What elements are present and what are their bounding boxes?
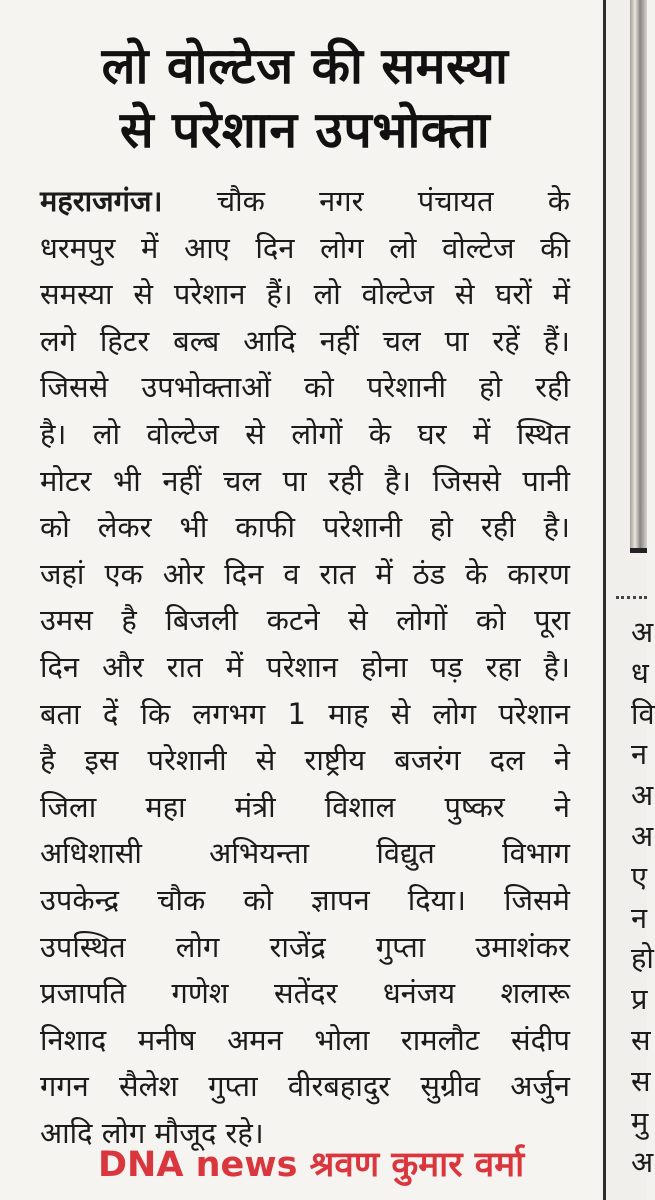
article-line: जिससे उपभोक्ताओं को परेशानी हो रही	[40, 370, 570, 405]
article-line: गगन सैलेश गुप्ता वीरबहादुर सुग्रीव अर्जुन	[40, 1069, 570, 1104]
article-line: है। लो वोल्टेज से लोगों के घर में स्थित	[40, 416, 570, 451]
adjacent-char: प्र	[631, 982, 648, 1017]
article-line: उपकेन्द्र चौक को ज्ञापन दिया। जिसमे	[40, 882, 570, 917]
adjacent-char: ध	[631, 655, 649, 690]
adjacent-photo-border	[630, 548, 647, 553]
watermark-credit: DNA news श्रवण कुमार वर्मा	[98, 1145, 525, 1185]
adjacent-char: हो	[631, 941, 654, 976]
article-line: समस्या से परेशान हैं। लो वोल्टेज से घरों में	[40, 277, 570, 312]
article-line: बता दें कि लगभग 1 माह से लोग परेशान	[40, 696, 570, 731]
headline-line-1: लो वोल्टेज की समस्या	[101, 37, 509, 95]
article-line: उमस है बिजली कटने से लोगों को पूरा	[40, 603, 570, 638]
article-line: अधिशासी अभियन्ता विद्युत विभाग	[40, 836, 570, 871]
headline-line-2: से परेशान उपभोक्ता	[119, 101, 491, 159]
article-last-line: आदि लोग मौजूद रहे।	[40, 1115, 264, 1150]
adjacent-char: स	[631, 1022, 651, 1057]
adjacent-char: ए	[631, 859, 648, 894]
adjacent-char: मु	[631, 1104, 649, 1139]
dateline: महराजगंज।	[40, 184, 163, 218]
adjacent-char: अ	[631, 615, 654, 649]
article-line: लगे हिटर बल्ब आदि नहीं चल पा रहें हैं।	[40, 323, 570, 358]
article-line: दिन और रात में परेशान होना पड़ रहा है।	[40, 649, 570, 684]
article-line-1	[40, 178, 570, 225]
article-line: प्रजापति गणेश सतेंदर धनंजय शलारू	[40, 976, 570, 1011]
article-line: जहां एक ओर दिन व रात में ठंड के कारण	[40, 556, 570, 591]
adjacent-dotted-rule	[616, 596, 647, 599]
adjacent-char: अ	[631, 818, 654, 853]
adjacent-column-text	[631, 612, 655, 1183]
article-body	[40, 178, 570, 1156]
adjacent-char: न	[631, 737, 648, 772]
article-line: धरमपुर में आए दिन लोग लो वोल्टेज की	[40, 230, 570, 265]
article-line: निशाद मनीष अमन भोला रामलौट संदीप	[40, 1022, 570, 1057]
article-line: है इस परेशानी से राष्ट्रीय बजरंग दल ने	[40, 743, 570, 778]
headline	[40, 34, 570, 162]
adjacent-char: अ	[631, 778, 654, 813]
adjacent-char: वि	[631, 696, 655, 731]
article-line: उपस्थित लोग राजेंद्र गुप्ता उमाशंकर	[40, 929, 570, 964]
article-line: जिला महा मंत्री विशाल पुष्कर ने	[40, 789, 570, 824]
adjacent-char: स	[631, 1063, 651, 1098]
adjacent-char: न	[631, 900, 648, 935]
adjacent-char: अ	[631, 1145, 654, 1180]
adjacent-photo	[630, 0, 647, 548]
first-line-text: चौक नगर पंचायत के	[162, 184, 570, 218]
article-line: को लेकर भी काफी परेशानी हो रही है।	[40, 510, 570, 545]
article-line: मोटर भी नहीं चल पा रही है। जिससे पानी	[40, 463, 570, 498]
